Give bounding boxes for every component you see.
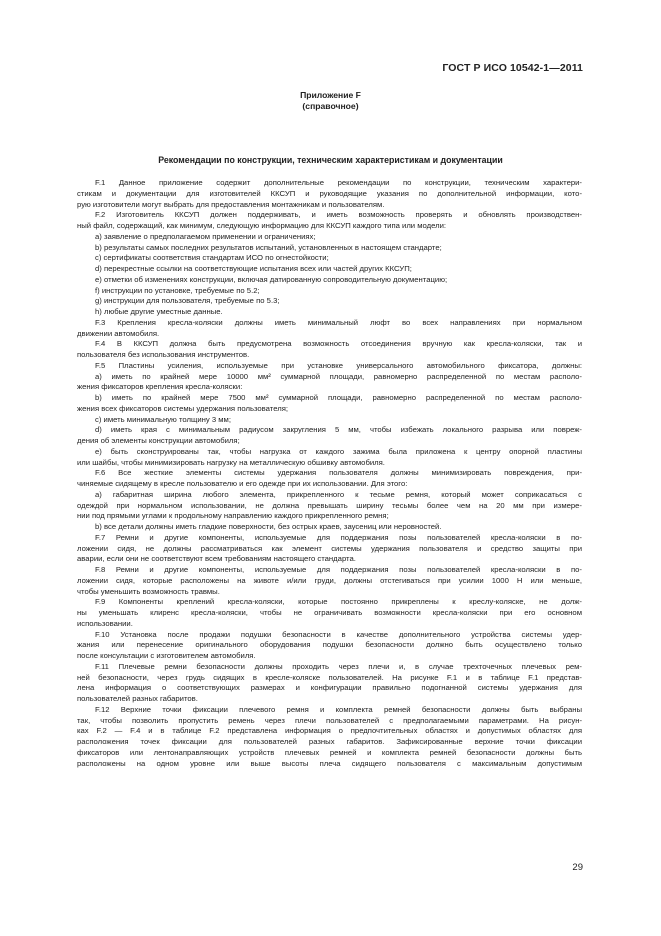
text-line: дения об элементы конструкции автомобиля;	[77, 436, 240, 445]
text-line: F.1 Данное приложение содержит дополнительные рекомендации по конструкции, техническим характери-	[95, 178, 582, 187]
text-line: f) инструкции по установке, требуемые по 5.2;	[95, 285, 260, 295]
text-line: так, чтобы позволить пропустить ремень через плечи пользователей с предполагаемыми параметрами. На рисун-	[77, 715, 582, 725]
text-line: жения фиксаторов крепления кресла-коляски:	[77, 382, 243, 392]
text-line: F.6 Все жесткие элементы системы удержания пользователя должны минимизировать повреждения, при-	[95, 468, 582, 478]
section-title: Рекомендации по конструкции, техническим характеристикам и документации	[158, 155, 503, 165]
text-line: расположения точек фиксации для пользователей разных габаритов. Зафиксированные верхние точки фиксации	[77, 737, 582, 746]
text-line: использовании.	[77, 618, 133, 628]
text-line: лена информация о соответствующих размерах и конфигурации правильно подогнанной системы удержания для	[77, 683, 582, 693]
text-line: F.11 Плечевые ремни безопасности должны проходить через плечи и, в случае трехточечных плечевых рем-	[95, 661, 582, 671]
text-line: F.2 Изготовитель ККСУП должен поддерживать, и иметь возможность проверять и обновлять производствен-	[95, 210, 582, 220]
text-line: b) иметь по крайней мере 7500 мм² суммарной площади, равномерно распределенной по местам располо-	[95, 393, 582, 402]
text-line: после консультации с изготовителем автомобиля.	[77, 651, 256, 660]
text-line: нии под прямыми углами к продольному направлению каждого прикрепленного ремня;	[77, 511, 389, 521]
text-line: a) заявление о предполагаемом применении и ограничениях;	[95, 231, 316, 241]
text-line: ложении сидя, которые расположены на животе и/или груди, должны отстегиваться при усилии 1000 Н или меньше,	[77, 575, 582, 585]
text-line: фиксаторов или лентонаправляющих устройств плечевых ремней и комплекта ремней безопасности должны быть	[77, 747, 582, 757]
text-line: d) иметь края с минимальным радиусом закругления 5 мм, чтобы избежать локального разрыва или повреж-	[95, 425, 582, 435]
text-line: F.8 Ремни и другие компоненты, используемые для поддержания позы пользователей кресла-коляски в по-	[95, 565, 582, 574]
text-line: чиняемые сидящему в кресле пользователю и его одежде при их использовании. Для этого:	[77, 479, 408, 488]
text-line: d) перекрестные ссылки на соответствующие испытания всех или частей других ККСУП;	[95, 264, 412, 273]
text-line: аварии, если они не соответствуют всем требованиям настоящего стандарта.	[77, 554, 356, 564]
text-line: F.12 Верхние точки фиксации плечевого ремня и комплекта ремней безопасности должны быть выбраны	[95, 704, 582, 714]
text-line: F.10 Установка после продажи подушки безопасности в качестве дополнительного устройства системы удер-	[95, 629, 582, 639]
text-line: e) быть сконструированы так, чтобы нагрузка от каждого зажима была приложена к центру опорной пластины	[95, 446, 582, 456]
text-line: a) иметь по крайней мере 10000 мм² суммарной площади, равномерно распределенной по местам располо-	[95, 371, 582, 381]
text-line: b) результаты самых последних результатов испытаний, установленных в настоящем стандарте;	[95, 242, 442, 252]
text-line: F.5 Пластины усиления, используемые при установке универсального автомобильного фиксатора, должны:	[95, 360, 582, 370]
text-line: стикам и документации для изготовителей ККСУП и руководящие указания по дополнительной информации, кото-	[77, 188, 582, 198]
text-line: расположены на одном уровне или выше высоты плеча сидящего пользователя с максимальным допустимым	[77, 758, 582, 768]
text-line: пользователя без использования инструментов.	[77, 350, 250, 359]
text-line: ней безопасности, через грудь сидящих в кресле-коляске пользователей. На рисунке F.1 и в таблице F.1 представ-	[77, 672, 582, 682]
text-line: c) иметь минимальную толщину 3 мм;	[95, 414, 231, 424]
text-line: ны уменьшать клиренс кресла-коляски, чтобы не ограничивать возможности кресла-коляски при его основном	[77, 608, 582, 617]
text-line: F.4 В ККСУП должна быть предусмотрена возможность отсоединения вручную как кресла-коляски, так и	[95, 339, 582, 349]
text-line: F.3 Крепления кресла-коляски должны иметь минимальный люфт во всех направлениях при нормальном	[95, 317, 582, 327]
text-line: движении автомобиля.	[77, 328, 160, 338]
text-line: рую изготовители могут выбрать для предоставления монтажникам и пользователям.	[77, 199, 385, 209]
text-line: жания или перенесение оригинального оборудования подушки безопасности должно быть осуществлено только	[77, 640, 582, 650]
text-line: c) сертификаты соответствия стандартам ИСО по огнестойкости;	[95, 253, 329, 263]
standard-header: ГОСТ Р ИСО 10542-1—2011	[442, 62, 583, 74]
annex-subtitle: (справочное)	[302, 101, 359, 111]
text-line: F.9 Компоненты креплений кресла-коляски, которые постоянно прикреплены к креслу-коляске, не долж-	[95, 597, 582, 607]
text-line: или шайбы, чтобы минимизировать нагрузку на металлическую обшивку автомобиля.	[77, 457, 385, 467]
text-line: a) габаритная ширина любого элемента, прикрепленного к тесьме ремня, который может соприкасаться с	[95, 489, 582, 499]
text-line: пользователей разных габаритов.	[77, 694, 198, 703]
text-line: ложении сидя, не должны рассматриваться как элемент системы удержания пользователя и средство защиты при	[77, 543, 582, 553]
text-line: g) инструкции для пользователя, требуемые по 5.3;	[95, 296, 280, 306]
text-line: ный файл, содержащий, как минимум, следующую информацию для ККСУП каждого типа или модели:	[77, 221, 447, 230]
text-line: h) любые другие уместные данные.	[95, 307, 223, 316]
text-line: одеждой при нормальном использовании, не должна превышать ширину тесьмы более чем на 20 мм при измере-	[77, 500, 582, 510]
annex-heading	[0, 90, 661, 112]
text-line: жения всех фиксаторов системы удержания пользователя;	[77, 403, 289, 413]
text-line: F.7 Ремни и другие компоненты, используемые для поддержания позы пользователей кресла-коляски в по-	[95, 532, 582, 542]
text-line: чтобы уменьшить возможность травмы.	[77, 586, 220, 596]
page-number: 29	[572, 862, 583, 873]
text-line: e) отметки об изменениях конструкции, включая датированную сопроводительную документацию;	[95, 274, 448, 284]
document-body	[77, 178, 582, 769]
text-line: ках F.2 — F.4 и в таблице F.2 представлена информация о предпочтительных областях и допустимых областях для	[77, 726, 582, 736]
annex-title: Приложение F	[300, 90, 361, 100]
text-line: b) все детали должны иметь гладкие поверхности, без острых краев, заусениц или неровностей.	[95, 522, 442, 531]
